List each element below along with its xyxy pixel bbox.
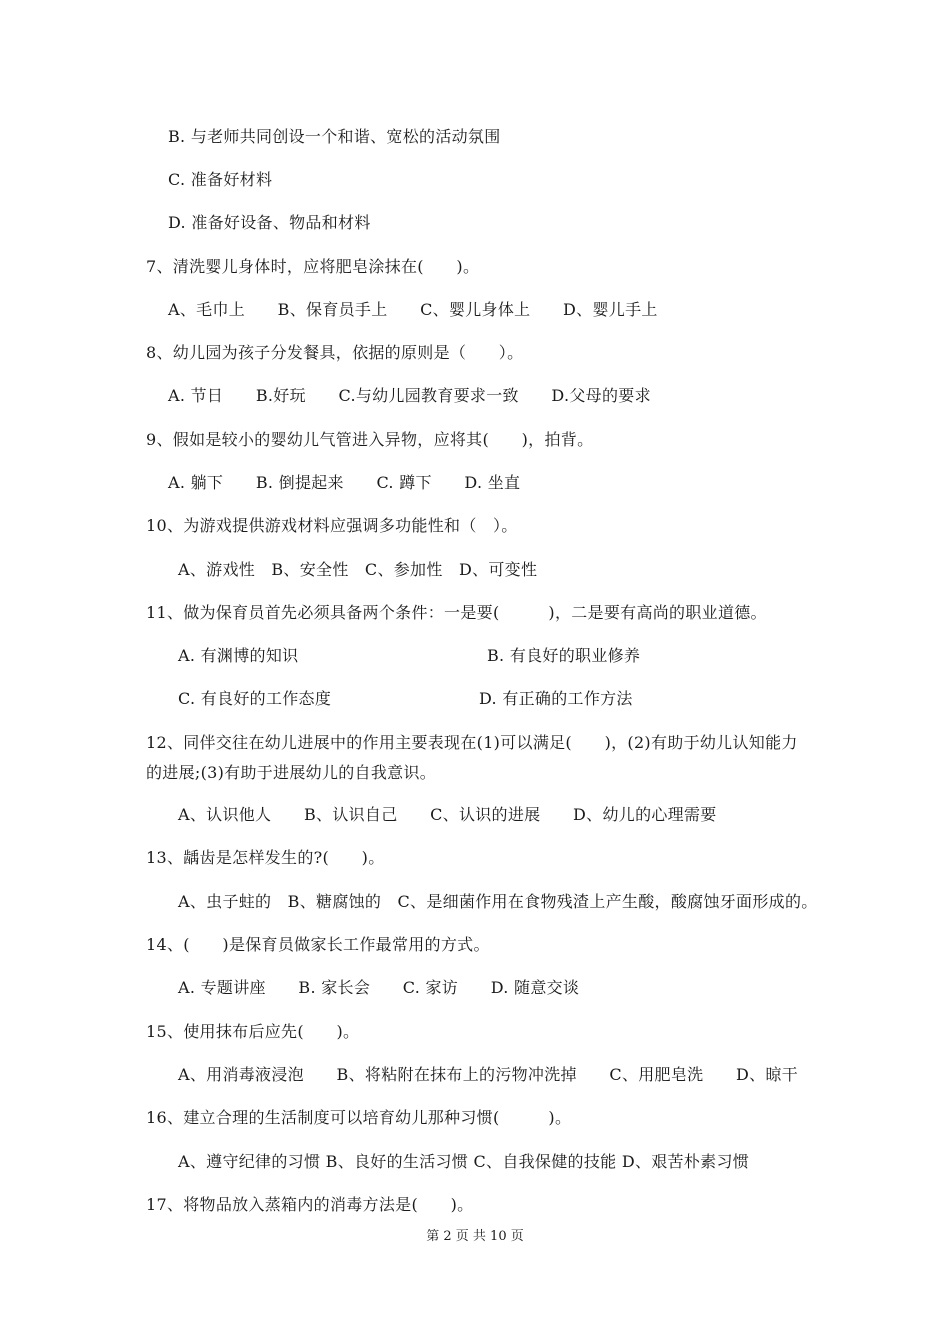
q11-option-c: C. 有良好的工作态度 [178,689,332,708]
q16-options: A、遵守纪律的习惯 B、良好的生活习惯 C、自我保健的技能 D、艰苦朴素习惯 [178,1152,750,1171]
q13-options: A、虫子蛀的 B、糖腐蚀的 C、是细菌作用在食物残渣上产生酸，酸腐蚀牙面形成的。 [178,892,818,911]
q6-option-b: B. 与老师共同创设一个和谐、宽松的活动氛围 [168,127,501,146]
page-number-footer: 第 2 页 共 10 页 [426,1229,524,1244]
question-12-line-2: 的进展;(3)有助于进展幼儿的自我意识。 [146,763,437,782]
question-15: 15、使用抹布后应先( )。 [146,1022,360,1041]
question-14: 14、( )是保育员做家长工作最常用的方式。 [146,935,490,954]
q14-options: A. 专题讲座 B. 家长会 C. 家访 D. 随意交谈 [178,978,580,997]
q6-option-d: D. 准备好设备、物品和材料 [168,213,371,232]
q10-options: A、游戏性 B、安全性 C、参加性 D、可变性 [178,560,538,579]
question-12-line-1: 12、同伴交往在幼儿进展中的作用主要表现在(1)可以满足( )，(2)有助于幼儿认知能力 [146,733,798,752]
q11-option-b: B. 有良好的职业修养 [487,646,641,665]
question-17: 17、将物品放入蒸箱内的消毒方法是( )。 [146,1195,474,1214]
q12-options: A、认识他人 B、认识自己 C、认识的进展 D、幼儿的心理需要 [178,805,717,824]
question-13: 13、龋齿是怎样发生的?( )。 [146,848,385,867]
q8-options: A. 节日 B.好玩 C.与幼儿园教育要求一致 D.父母的要求 [168,386,651,405]
question-11: 11、做为保育员首先必须具备两个条件：一是要( )，二是要有高尚的职业道德。 [146,603,767,622]
q7-options: A、毛巾上 B、保育员手上 C、婴儿身体上 D、婴儿手上 [168,300,658,319]
q11-option-d: D. 有正确的工作方法 [479,689,633,708]
question-10: 10、为游戏提供游戏材料应强调多功能性和（ ）。 [146,516,518,535]
question-16: 16、建立合理的生活制度可以培育幼儿那种习惯( )。 [146,1108,572,1127]
question-8: 8、幼儿园为孩子分发餐具，依据的原则是（ ）。 [146,343,524,362]
q11-option-a: A. 有渊博的知识 [178,646,299,665]
question-7: 7、清洗婴儿身体时，应将肥皂涂抹在( )。 [146,257,480,276]
question-9: 9、假如是较小的婴幼儿气管进入异物，应将其( )，拍背。 [146,430,594,449]
q6-option-c: C. 准备好材料 [168,170,273,189]
q9-options: A. 躺下 B. 倒提起来 C. 蹲下 D. 坐直 [168,473,521,492]
q15-options: A、用消毒液浸泡 B、将粘附在抹布上的污物冲洗掉 C、用肥皂洗 D、晾干 [178,1065,799,1084]
